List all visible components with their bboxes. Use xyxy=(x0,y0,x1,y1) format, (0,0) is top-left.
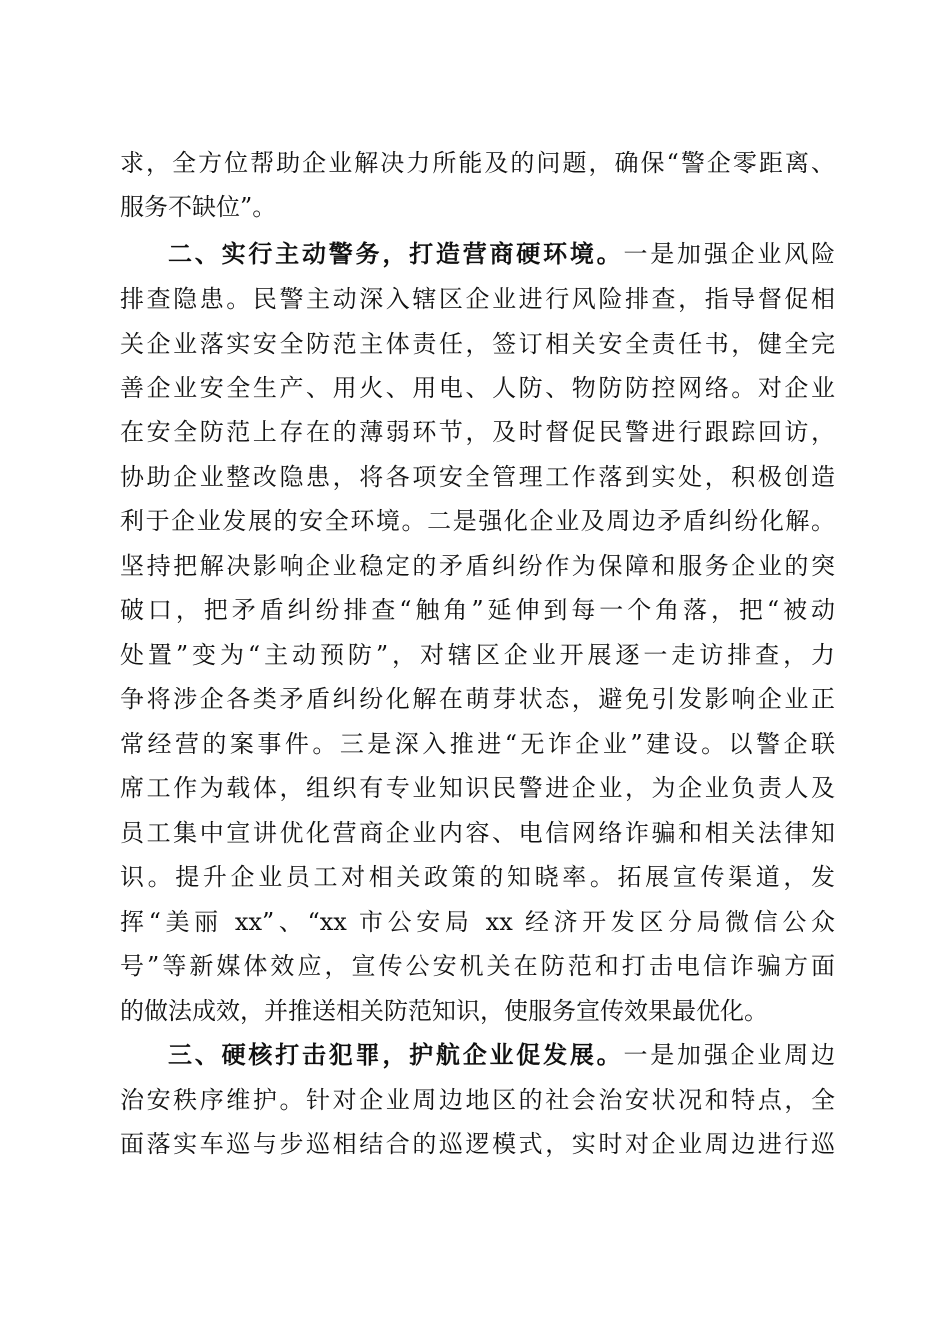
text-fragment: 一是加强企业风险 xyxy=(623,240,835,268)
text-line: 挥“美丽 xx”、“xx 市公安局 xx 经济开发区分局微信公众 xyxy=(120,908,835,936)
text-line: 席工作为载体，组织有专业知识民警进企业，为企业负责人及 xyxy=(120,774,835,802)
text-line: 号”等新媒体效应，宣传公安机关在防范和打击电信诈骗方面 xyxy=(120,952,835,980)
text-line: 坚持把解决影响企业稳定的矛盾纠纷作为保障和服务企业的突 xyxy=(120,552,835,580)
text-line: 关企业落实安全防范主体责任，签订相关安全责任书，健全完 xyxy=(120,330,835,358)
text-line: 识。提升企业员工对相关政策的知晓率。拓展宣传渠道，发 xyxy=(120,863,835,891)
text-fragment: 一是加强企业周边 xyxy=(623,1041,835,1069)
text-line: 在安全防范上存在的薄弱环节，及时督促民警进行跟踪回访， xyxy=(120,418,835,446)
text-line: 求，全方位帮助企业解决力所能及的问题，确保“警企零距离、 xyxy=(120,149,835,177)
section-heading: 二、实行主动警务，打造营商硬环境。 xyxy=(168,239,624,268)
text-line: 利于企业发展的安全环境。二是强化企业及周边矛盾纠纷化解。 xyxy=(120,507,835,535)
text-line: 常经营的案事件。三是深入推进“无诈企业”建设。以警企联 xyxy=(120,730,835,758)
text-line: 协助企业整改隐患，将各项安全管理工作落到实处，积极创造 xyxy=(120,463,835,491)
paragraph-first-line xyxy=(168,239,835,269)
text-line: 排查隐患。民警主动深入辖区企业进行风险排查，指导督促相 xyxy=(120,285,835,313)
section-heading: 三、硬核打击犯罪，护航企业促发展。 xyxy=(168,1040,624,1069)
text-line: 员工集中宣讲优化营商企业内容、电信网络诈骗和相关法律知 xyxy=(120,819,835,847)
text-line: 面落实车巡与步巡相结合的巡逻模式，实时对企业周边进行巡 xyxy=(120,1130,835,1158)
text-line: 治安秩序维护。针对企业周边地区的社会治安状况和特点，全 xyxy=(120,1086,835,1114)
text-line: 争将涉企各类矛盾纠纷化解在萌芽状态，避免引发影响企业正 xyxy=(120,685,835,713)
text-line: 善企业安全生产、用火、用电、人防、物防防控网络。对企业 xyxy=(120,374,835,402)
text-line: 破口，把矛盾纠纷排查“触角”延伸到每一个角落，把“被动 xyxy=(120,596,835,624)
paragraph-first-line xyxy=(168,1040,835,1070)
text-line: 处置”变为“主动预防”，对辖区企业开展逐一走访排查，力 xyxy=(120,641,835,669)
text-line: 服务不缺位”。 xyxy=(120,193,277,221)
text-line: 的做法成效，并推送相关防范知识，使服务宣传效果最优化。 xyxy=(120,997,768,1025)
